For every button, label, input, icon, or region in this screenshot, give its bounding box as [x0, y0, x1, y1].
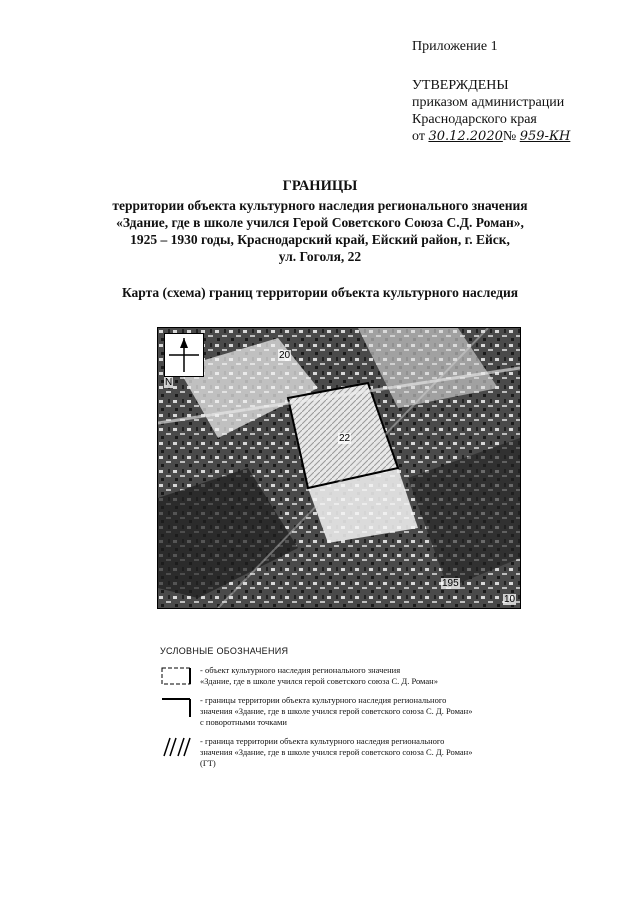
legend-item-boundary-gt [160, 736, 540, 769]
compass-rose [164, 333, 204, 377]
legend-item-2-line-3: с поворотными точками [200, 717, 287, 727]
date-prefix: от [412, 129, 425, 144]
document-heading [60, 178, 580, 265]
heading-line-3: 1925 – 1930 годы, Краснодарский край, Ейский район, г. Ейск, [130, 232, 510, 247]
heading-line-1: территории объекта культурного наследия регионального значения [112, 198, 528, 213]
compass-icon [165, 334, 203, 376]
approval-date: 30.12.2020 [428, 129, 503, 144]
legend-item-3-line-2: значения «Здание, где в школе учился герой советского союза С. Д. Роман» [200, 747, 473, 757]
approval-date-line [412, 128, 632, 145]
map-number-center: 22 [339, 433, 351, 444]
legend-item-boundary-points [160, 695, 540, 728]
map-number-right: 195 [442, 578, 459, 589]
legend-title: УСЛОВНЫЕ ОБОЗНАЧЕНИЯ [160, 646, 289, 656]
legend-item-3-line-3: (ГТ) [200, 758, 216, 768]
approval-block [412, 38, 632, 145]
map-number-corner: 10 [504, 594, 516, 605]
approval-line-1: приказом администрации [412, 95, 565, 110]
appendix-label: Приложение 1 [412, 39, 498, 54]
approved-label: УТВЕРЖДЕНЫ [412, 78, 509, 93]
legend-item-2-line-2: значения «Здание, где в школе учился герой советского союза С. Д. Роман» [200, 706, 473, 716]
aerial-map [157, 327, 521, 609]
map-subtitle: Карта (схема) границ территории объекта культурного наследия [121, 285, 519, 300]
map-number-top: 20 [279, 350, 291, 361]
legend-item-object [160, 665, 540, 687]
approval-line-2: Краснодарского края [412, 112, 537, 127]
compass-north-label: N [165, 377, 173, 388]
legend-item-3-line-1: - граница территории объекта культурного наследия регионального [200, 736, 445, 746]
legend-item-1-line-2: «Здание, где в школе учился герой советского союза С. Д. Роман» [200, 676, 438, 686]
hatched-boundary-symbol-icon [160, 736, 194, 758]
boundary-points-symbol-icon [160, 695, 194, 717]
legend-item-1-line-1: - объект культурного наследия регионального значения [200, 665, 401, 675]
heading-line-2: «Здание, где в школе учился Герой Советского Союза С.Д. Роман», [116, 215, 524, 230]
document-title: ГРАНИЦЫ [282, 178, 358, 194]
object-symbol-icon [160, 665, 194, 687]
approval-number: 959-КН [519, 129, 571, 144]
legend-item-2-line-1: - границы территории объекта культурного наследия регионального [200, 695, 447, 705]
legend [160, 646, 540, 769]
number-prefix: № [502, 129, 517, 144]
aerial-photo [158, 328, 520, 608]
heading-line-4: ул. Гоголя, 22 [278, 249, 362, 264]
